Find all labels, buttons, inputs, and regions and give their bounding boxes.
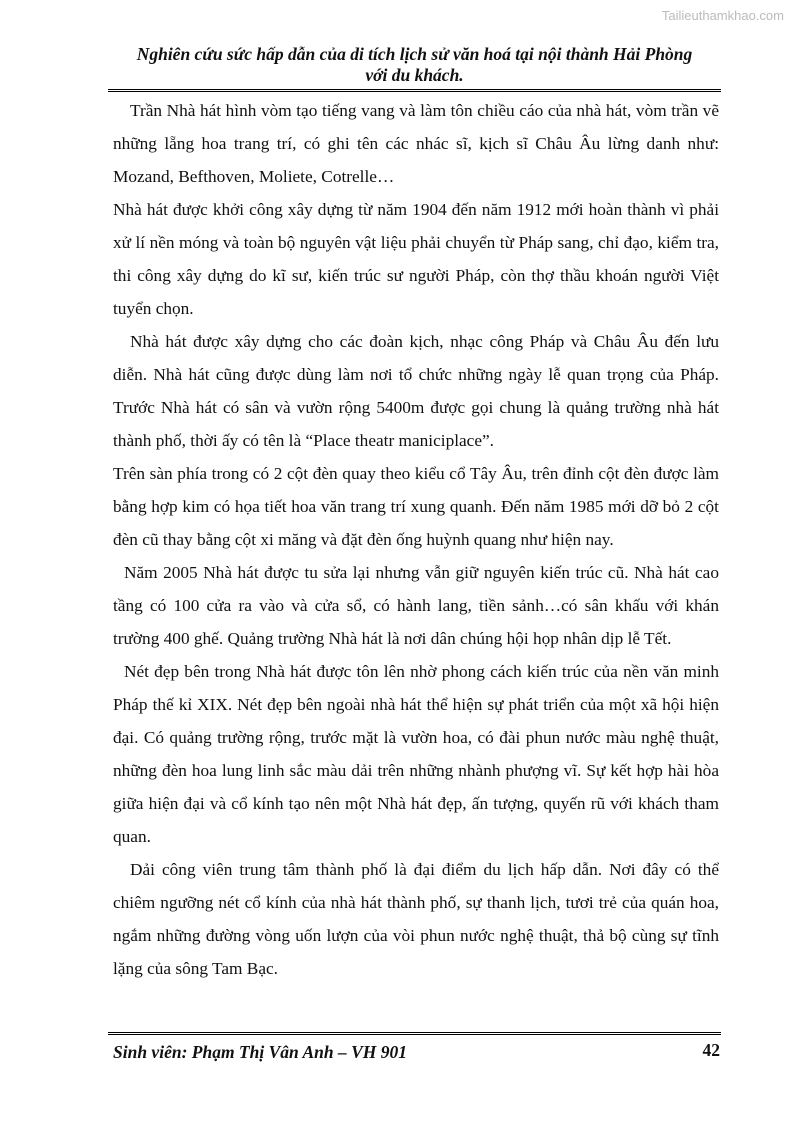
header-title-line-1: Nghiên cứu sức hấp dẫn của di tích lịch sử văn hoá tại nội thành Hải Phòng: [136, 44, 693, 64]
paragraph: Dải công viên trung tâm thành phố là đại điểm du lịch hấp dẫn. Nơi đây có thể chiêm ngưỡng nét cổ kính của nhà hát thành phố, sự thanh lịch, tươi trẻ của quán hoa, ngắm những đường vòng uốn lượn của vòi phun nước nghệ thuật, thả bộ cùng sự tĩnh lặng của sông Tam Bạc.: [113, 860, 719, 978]
watermark: Tailieuthamkhao.com: [661, 8, 784, 23]
paragraph: Năm 2005 Nhà hát được tu sửa lại nhưng vẫn giữ nguyên kiến trúc cũ. Nhà hát cao tầng có 100 cửa ra vào và cửa sổ, có hành lang, tiền sảnh…có sân khấu với khán trường 400 ghế. Quảng trường Nhà hát là nơi dân chúng hội họp nhân dịp lễ Tết.: [113, 563, 719, 648]
paragraph: Nét đẹp bên trong Nhà hát được tôn lên nhờ phong cách kiến trúc của nền văn minh Pháp thế kỉ XIX. Nét đẹp bên ngoài nhà hát thể hiện sự phát triển của một xã hội hiện đại. Có quảng trường rộng, trước mặt là vườn hoa, có đài phun nước màu nghệ thuật, những đèn hoa lung linh sắc màu dải trên những nhành phượng vĩ. Sự kết hợp hài hòa giữa hiện đại và cổ kính tạo nên một Nhà hát đẹp, ấn tượng, quyến rũ với khách tham quan.: [113, 662, 719, 846]
page-number: 42: [702, 1040, 720, 1060]
paragraph: Nhà hát được xây dựng cho các đoàn kịch, nhạc công Pháp và Châu Âu đến lưu diễn. Nhà hát cũng được dùng làm nơi tổ chức những ngày lễ quan trọng của Pháp. Trước Nhà hát có sân và vườn rộng 5400m được gọi chung là quảng trường nhà hát thành phố, thời ấy có tên là “Place theatr maniciplace”.: [113, 332, 719, 450]
page-header: [108, 44, 721, 86]
paragraph: Nhà hát được khởi công xây dựng từ năm 1904 đến năm 1912 mới hoàn thành vì phải xử lí nền móng và toàn bộ nguyên vật liệu phải chuyển từ Pháp sang, chỉ đạo, kiểm tra, thi công xây dựng do kĩ sư, kiến trúc sư người Pháp, còn thợ thầu khoán người Việt tuyển chọn.: [113, 200, 719, 318]
paragraph: Trên sàn phía trong có 2 cột đèn quay theo kiểu cổ Tây Âu, trên đỉnh cột đèn được làm bằng hợp kim có họa tiết hoa văn trang trí xung quanh. Đến năm 1985 mới dỡ bỏ 2 cột đèn cũ thay bằng cột xi măng và đặt đèn ống huỳnh quang như hiện nay.: [113, 464, 719, 549]
paragraph: Trần Nhà hát hình vòm tạo tiếng vang và làm tôn chiều cáo của nhà hát, vòm trần vẽ những lẵng hoa trang trí, có ghi tên các nhác sĩ, kịch sĩ Châu Âu lừng danh như: Mozand, Befthoven, Moliete, Cotrelle…: [113, 101, 719, 186]
header-title-line-2: với du khách.: [365, 65, 464, 85]
footer-divider: [108, 1032, 721, 1037]
document-body: [113, 94, 719, 985]
footer-author: Sinh viên: Phạm Thị Vân Anh – VH 901: [113, 1042, 408, 1062]
